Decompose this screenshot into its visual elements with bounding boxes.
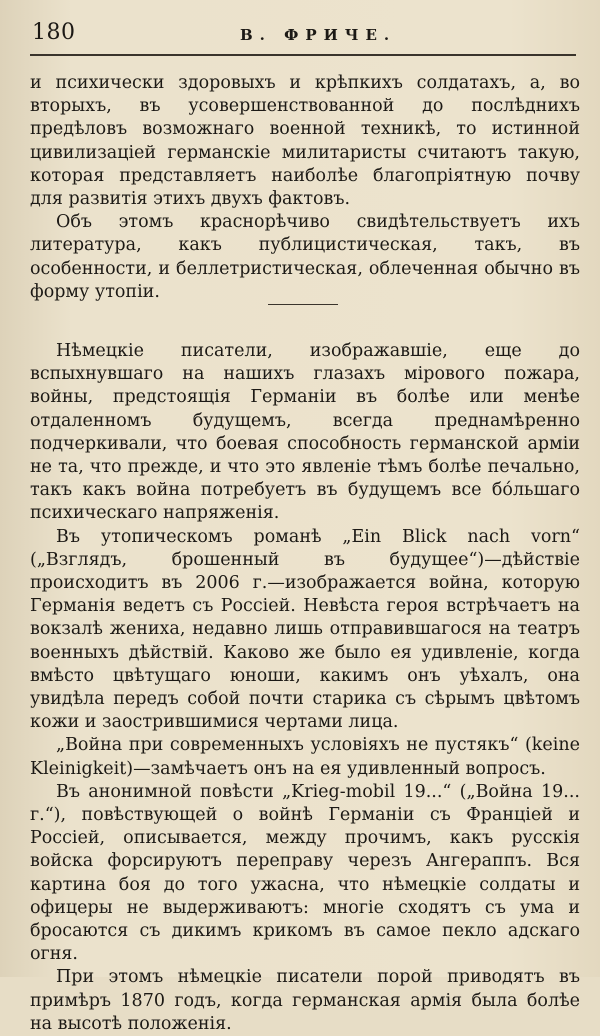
paragraph: и психически здоровыхъ и крѣпкихъ солдатахъ, а, во вторыхъ, въ усовершенствованной до послѣднихъ предѣловъ возможнаго военной техникѣ, то истинной цивилизацiей германскiе милитаристы считаютъ такую, которая представляетъ наиболѣе благопрiятную почву для развитiя этихъ двухъ фактовъ.	[30, 73, 580, 210]
paragraph: „Война при современныхъ условiяхъ не пустякъ“ (keine Kleinigkeit)—замѣчаетъ онъ на ея удивленный вопросъ.	[30, 735, 580, 779]
text-block-before-break	[30, 72, 580, 304]
page-number: 180	[32, 20, 76, 45]
paragraph: Объ этомъ краснорѣчиво свидѣтельствуетъ ихъ литература, какъ публицистическая, такъ, въ особенности, и беллетристическая, облеченная обычно въ форму утопiи.	[30, 212, 580, 302]
section-divider	[268, 304, 338, 305]
paragraph: Въ утопическомъ романѣ „Ein Blick nach vorn“ („Взглядъ, брошенный въ будущее“)—дѣйствiе происходитъ въ 2006 г.—изображается война, которую Германiя ведетъ съ Россiей. Невѣста героя встрѣчаетъ на вокзалѣ жениха, недавно лишь отправившагося на театръ военныхъ дѣйствiй. Каково же было ея удивленiе, когда вмѣсто цвѣтущаго юноши, какимъ онъ уѣхалъ, она увидѣла передъ собой почти старика съ сѣрымъ цвѣтомъ кожи и заострившимися чертами лица.	[30, 526, 580, 733]
page-header	[30, 18, 576, 56]
paragraph: При этомъ нѣмецкiе писатели порой приводятъ въ примѣръ 1870 годъ, когда германская армiя была болѣе на высотѣ положенiя.	[30, 967, 580, 1034]
running-title: В. ФРИЧЕ.	[240, 26, 397, 44]
paragraph: Въ анонимной повѣсти „Krieg-mobil 19...“ („Война 19... г.“), повѣствующей о войнѣ Германiи съ Францiей и Россiей, описывается, между прочимъ, какъ русскiя войска форсируютъ переправу черезъ Ангераппъ. Вся картина боя до того ужасна, что нѣмецкiе солдаты и офицеры не выдерживаютъ: многiе сходятъ съ ума и бросаются съ дикимъ крикомъ въ самое пекло адскаго огня.	[30, 781, 580, 965]
paragraph: Нѣмецкiе писатели, изображавшiе, еще до вспыхнувшаго на нашихъ глазахъ мiрового пожара, войны, предстоящiя Германiи въ болѣе или менѣе отдаленномъ будущемъ, всегда преднамѣренно подчеркивали, что боевая способность германской армiи не та, что прежде, и что это явленiе тѣмъ болѣе печально, такъ какъ война потребуетъ въ будущемъ все бóльшаго психическаго напряженiя.	[30, 341, 580, 524]
text-block-after-break	[30, 340, 580, 1036]
